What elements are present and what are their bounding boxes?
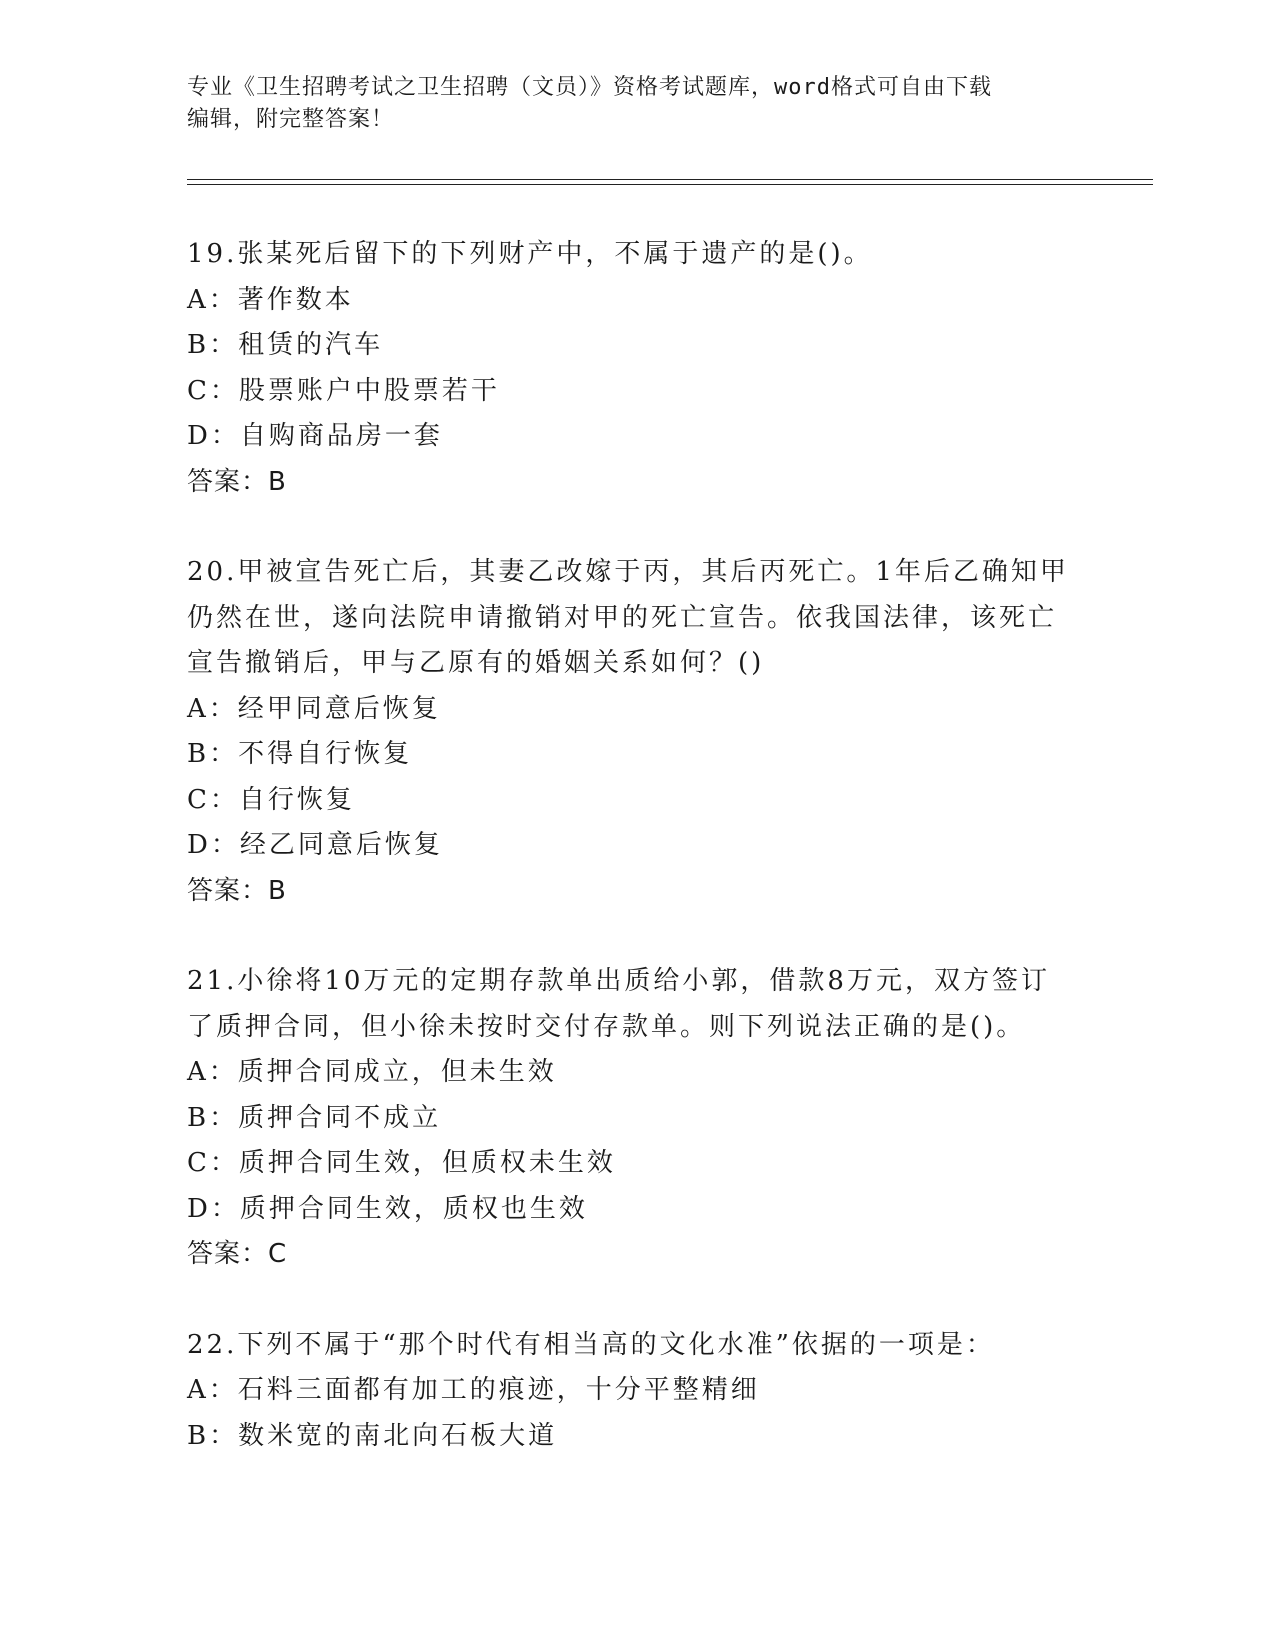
document-header bbox=[187, 72, 1087, 136]
option-b: B：不得自行恢复 bbox=[187, 739, 413, 769]
question-stem bbox=[187, 232, 1087, 278]
option-d: D：质押合同生效，质权也生效 bbox=[187, 1193, 588, 1224]
option-b: B：租赁的汽车 bbox=[187, 330, 384, 360]
question-list bbox=[187, 232, 1087, 1459]
option-c: C：股票账户中股票若干 bbox=[187, 375, 500, 406]
question-21 bbox=[187, 959, 1087, 1278]
option-c: C：自行恢复 bbox=[187, 784, 355, 815]
option-a: A：经甲同意后恢复 bbox=[187, 693, 441, 724]
header-rule-bottom bbox=[187, 184, 1153, 185]
header-line-2: 编辑，附完整答案！ bbox=[187, 107, 395, 132]
question-19 bbox=[187, 232, 1087, 505]
answer-line: 答案：C bbox=[187, 1239, 288, 1269]
stem-line: 22.下列不属于“那个时代有相当高的文化水准”依据的一项是： bbox=[187, 1329, 995, 1360]
option-a: A：石料三面都有加工的痕迹，十分平整精细 bbox=[187, 1375, 760, 1405]
question-20 bbox=[187, 550, 1087, 914]
option-d: D：自购商品房一套 bbox=[187, 421, 443, 451]
stem-line: 21.小徐将10万元的定期存款单出质给小郭，借款8万元，双方签订 bbox=[187, 966, 1050, 996]
question-stem bbox=[187, 959, 1087, 1050]
answer-line: 答案：B bbox=[187, 875, 287, 906]
stem-line: 20.甲被宣告死亡后，其妻乙改嫁于丙，其后丙死亡。1年后乙确知甲 bbox=[187, 557, 1069, 587]
option-a: A：著作数本 bbox=[187, 284, 354, 315]
question-22 bbox=[187, 1323, 1087, 1460]
stem-line: 仍然在世，遂向法院申请撤销对甲的死亡宣告。依我国法律，该死亡 bbox=[187, 602, 1058, 633]
stem-line: 19.张某死后留下的下列财产中，不属于遗产的是()。 bbox=[187, 239, 873, 269]
option-a: A：质押合同成立，但未生效 bbox=[187, 1057, 557, 1087]
option-b: B：数米宽的南北向石板大道 bbox=[187, 1420, 558, 1451]
header-rule-top bbox=[187, 179, 1153, 180]
answer-line: 答案：B bbox=[187, 466, 287, 497]
stem-line: 了质押合同，但小徐未按时交付存款单。则下列说法正确的是()。 bbox=[187, 1011, 1026, 1042]
option-b: B：质押合同不成立 bbox=[187, 1102, 442, 1133]
option-c: C：质押合同生效，但质权未生效 bbox=[187, 1148, 616, 1178]
header-line-1: 专业《卫生招聘考试之卫生招聘（文员）》资格考试题库，word格式可自由下载 bbox=[187, 75, 992, 100]
stem-line: 宣告撤销后，甲与乙原有的婚姻关系如何？() bbox=[187, 648, 765, 678]
question-stem bbox=[187, 1323, 1087, 1369]
question-stem bbox=[187, 550, 1087, 687]
option-d: D：经乙同意后恢复 bbox=[187, 830, 443, 860]
